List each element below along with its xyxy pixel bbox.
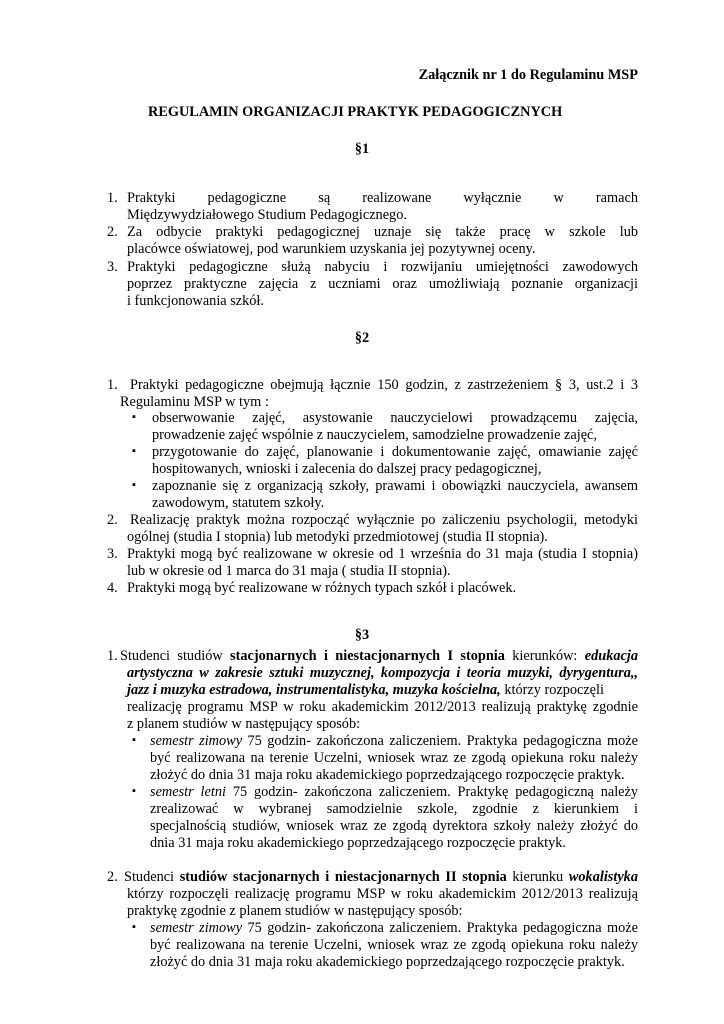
item-line: Studenci studiów stacjonarnych i niestacjonarnych I stopnia kierunków: edukacja [120,648,638,664]
item-number: 2. [107,224,118,240]
item-line: Realizację praktyk można rozpocząć wyłącznie po zaliczeniu psychologii, metodyki [130,512,638,528]
item-line: jazz i muzyka estradowa, instrumentalistyka, muzyka kościelna, którzy rozpoczęli [127,682,604,698]
item-line: z planem studiów w następujący sposób: [127,716,361,732]
item-line: realizację programu MSP w roku akademickim 2012/2013 realizują praktykę zgodnie [127,699,638,715]
bullet-icon: ▪ [132,734,136,746]
section-1-heading: §1 [354,141,370,157]
item-line: praktykę zgodnie z planem studiów w następujący sposób: [127,903,463,919]
bullet-line: złożyć do dnia 31 maja roku akademickiego poprzedzającego rozpoczęcie praktyk. [150,954,625,970]
item-number: 2. [107,512,118,528]
item-line: Międzywydziałowego Studium Pedagogicznego. [127,207,407,223]
item-line: Praktyki pedagogiczne obejmują łącznie 150 godzin, z zastrzeżeniem § 3, ust.2 i 3 [130,377,638,393]
bullet-icon: ▪ [132,921,136,933]
bullet-icon: ▪ [132,445,136,457]
item-line: artystyczna w zakresie sztuki muzycznej, kompozycja i teoria muzyki, dyrygentura,, [127,665,638,681]
bullet-line: zapoznanie się z organizacją szkoły, prawami i obowiązki nauczyciela, awansem [152,478,638,494]
item-line: placówce oświatowej, pod warunkiem uzyskania jej pozytywnej oceny. [127,241,536,257]
section-2-heading: §2 [354,330,370,346]
bullet-line: złożyć do dnia 31 maja roku akademickiego poprzedzającego rozpoczęcie praktyk. [150,767,625,783]
bullet-line: hospitowanych, wnioski i zalecenia do dalszej pracy pedagogicznej, [152,461,542,477]
section-3-heading: §3 [354,627,370,643]
item-number: 4. [107,580,118,596]
item-line: ogólnej (studia I stopnia) lub metodyki przedmiotowej (studia II stopnia). [127,529,548,545]
item-number: 1. [107,190,118,206]
item-number: 1. [107,377,118,393]
bullet-line: semestr letni 75 godzin- zakończona zaliczeniem. Praktykę pedagogiczną należy [150,784,639,800]
item-line: poprzez praktyczne zajęcia z uczniami oraz umożliwiają poznanie organizacji [127,276,638,292]
bullet-line: zrealizować w wybranej samodzielnie szkole, zgodnie z kierunkiem i [150,801,638,817]
bullet-line: prowadzenie zajęć wspólnie z nauczycielem, samodzielne prowadzenie zajęć, [152,427,597,443]
bullet-icon: ▪ [132,479,136,491]
bullet-line: przygotowanie do zajęć, planowanie i dokumentowanie zajęć, omawianie zajęć [152,444,638,460]
item-line: Praktyki pedagogiczne służą nabyciu i rozwijaniu umiejętności zawodowych [127,259,638,275]
bullet-line: dnia 31 maja roku akademickiego poprzedzającego rozpoczęcie praktyk. [150,835,566,851]
item-line: Studenci studiów stacjonarnych i niestacjonarnych II stopnia kierunku wokalistyka [124,869,638,885]
item-line: i funkcjonowania szkół. [127,293,264,309]
item-line: Za odbycie praktyki pedagogicznej uznaje się także pracę w szkole lub [127,224,638,240]
bullet-icon: ▪ [132,411,136,423]
bullet-icon: ▪ [132,785,136,797]
item-line: Regulaminu MSP w tym : [120,394,269,410]
item-line: którzy rozpoczęli realizację programu MSP w roku akademickim 2012/2013 realizują [127,886,638,902]
bullet-line: semestr zimowy 75 godzin- zakończona zaliczeniem. Praktyka pedagogiczna może [150,920,638,936]
item-line: Praktyki mogą być realizowane w okresie od 1 września do 31 maja (studia I stopnia) [127,546,638,562]
item-number: 2. [107,869,118,885]
item-line: Praktyki mogą być realizowane w różnych typach szkół i placówek. [127,580,517,596]
item-number: 3. [107,259,118,275]
item-line: lub w okresie od 1 marca do 31 maja ( studia II stopnia). [127,563,451,579]
bullet-line: semestr zimowy 75 godzin- zakończona zaliczeniem. Praktyka pedagogiczna może [150,733,638,749]
item-line: Praktyki pedagogiczne są realizowane wyłącznie w ramach [127,190,638,206]
bullet-line: być realizowana na terenie Uczelni, wniosek wraz ze zgodą opiekuna roku należy [150,750,638,766]
bullet-line: specjalnością studiów, wniosek wraz ze zgodą dyrektora szkoły należy złożyć do [150,818,638,834]
bullet-line: być realizowana na terenie Uczelni, wniosek wraz ze zgodą opiekuna roku należy [150,937,638,953]
bullet-line: zawodowym, statutem szkoły. [152,495,325,511]
document-title: REGULAMIN ORGANIZACJI PRAKTYK PEDAGOGICZNYCH [148,104,563,120]
annex-label: Załącznik nr 1 do Regulaminu MSP [418,67,638,83]
item-number: 3. [107,546,118,562]
item-number: 1. [107,648,118,664]
bullet-line: obserwowanie zajęć, asystowanie nauczycielowi prowadzącemu zajęcia, [152,410,638,426]
